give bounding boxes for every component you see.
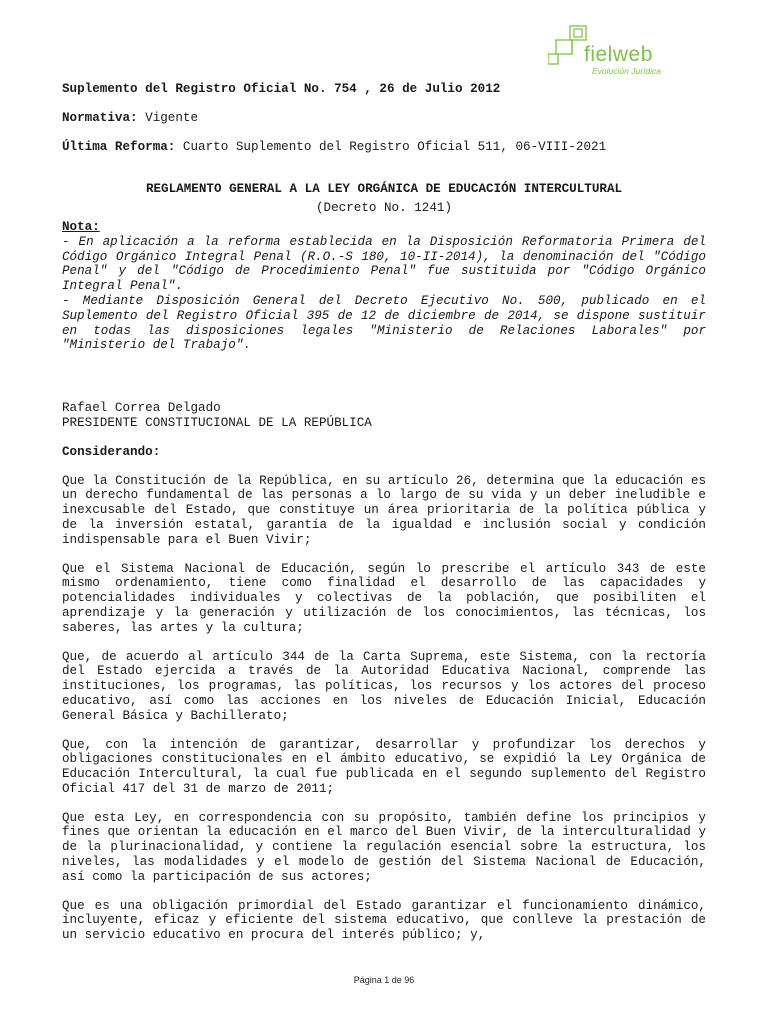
signatory-role: PRESIDENTE CONSTITUCIONAL DE LA REPÚBLICA: [62, 415, 372, 430]
signatory-name: Rafael Correa Delgado: [62, 401, 221, 416]
logo-wordmark: fielweb: [584, 43, 653, 66]
note-heading: Nota:: [62, 219, 100, 234]
reforma-value: Cuarto Suplemento del Registro Oficial 511, 06-VIII-2021: [175, 139, 607, 154]
note-item: - En aplicación a la reforma establecida en la Disposición Reformatoria Primera del Código Orgánico Integral Penal (R.O.-S 180, 10-II-2014), la denominación del "Código Penal" y del "Código de Procedimiento Penal" fue sustituida por "Código Orgánico Integral Penal".: [62, 234, 706, 294]
paragraph: Que, con la intención de garantizar, desarrollar y profundizar los derechos y obligaciones constitucionales en el ámbito educativo, se expidió la Ley Orgánica de Educación Intercultural, la cual fue publicada en el segundo suplemento del Registro Oficial 417 del 31 de marzo de 2011;: [62, 737, 706, 796]
normativa-line: [62, 111, 706, 126]
paragraph: Que esta Ley, en correspondencia con su propósito, también define los principios y fines que orientan la educación en el marco del Buen Vivir, de la interculturalidad y de la plurinacionalidad, y contiene la regulación esencial sobre la estructura, los niveles, las modalidades y el modelo de gestión del Sistema Nacional de Educación, así como la participación de sus actores;: [62, 810, 706, 884]
paragraph: Que el Sistema Nacional de Educación, según lo prescribe el artículo 343 de este mismo ordenamiento, tiene como finalidad el desarrollo de las capacidades y potencialidades individuales y colectivas de la población, que posibiliten el aprendizaje y la generación y utilización de los conocimientos, las técnicas, los saberes, las artes y la cultura;: [62, 561, 706, 635]
ultima-reforma-line: [62, 140, 706, 155]
decree-number: (Decreto No. 1241): [315, 201, 453, 216]
paragraph: Que es una obligación primordial del Estado garantizar el funcionamiento dinámico, incluyente, eficaz y eficiente del sistema educativo, que conlleve la prestación de un servicio educativo en procura del interés público; y,: [62, 898, 706, 943]
fielweb-logo: [548, 24, 680, 80]
considerando-heading: Considerando:: [62, 444, 161, 459]
reforma-label: Última Reforma:: [62, 139, 176, 154]
document-body: [62, 82, 706, 957]
note-item: - Mediante Disposición General del Decreto Ejecutivo No. 500, publicado en el Suplemento del Registro Oficial 395 de 12 de diciembre de 2014, se dispone sustituir en todas las disposiciones legales "Ministerio de Relaciones Laborales" por "Ministerio del Trabajo".: [62, 293, 706, 353]
paragraph: Que, de acuerdo al artículo 344 de la Carta Suprema, este Sistema, con la rectoría del Estado ejercida a través de la Autoridad Educativa Nacional, comprende las instituciones, los programas, las políticas, los recursos y los actores del proceso educativo, así como las acciones en los niveles de Educación Inicial, Educación General Básica y Bachillerato;: [62, 649, 706, 723]
signatory: [62, 401, 706, 431]
logo-tagline: Evolución Jurídica: [592, 66, 661, 76]
document-title: REGLAMENTO GENERAL A LA LEY ORGÁNICA DE EDUCACIÓN INTERCULTURAL: [145, 182, 623, 197]
registro-line: Suplemento del Registro Oficial No. 754 , 26 de Julio 2012: [62, 82, 501, 96]
normativa-value: Vigente: [137, 110, 199, 125]
normativa-label: Normativa:: [62, 110, 138, 125]
page-number: Página 1 de 96: [353, 975, 415, 985]
logo-mark-icon: [548, 24, 588, 72]
paragraph: Que la Constitución de la República, en su artículo 26, determina que la educación es un derecho fundamental de las personas a lo largo de su vida y un deber ineludible e inexcusable del Estado, que constituye un área prioritaria de la política pública y de la inversión estatal, garantía de la igualdad e inclusión social y condición indispensable para el Buen Vivir;: [62, 473, 706, 547]
